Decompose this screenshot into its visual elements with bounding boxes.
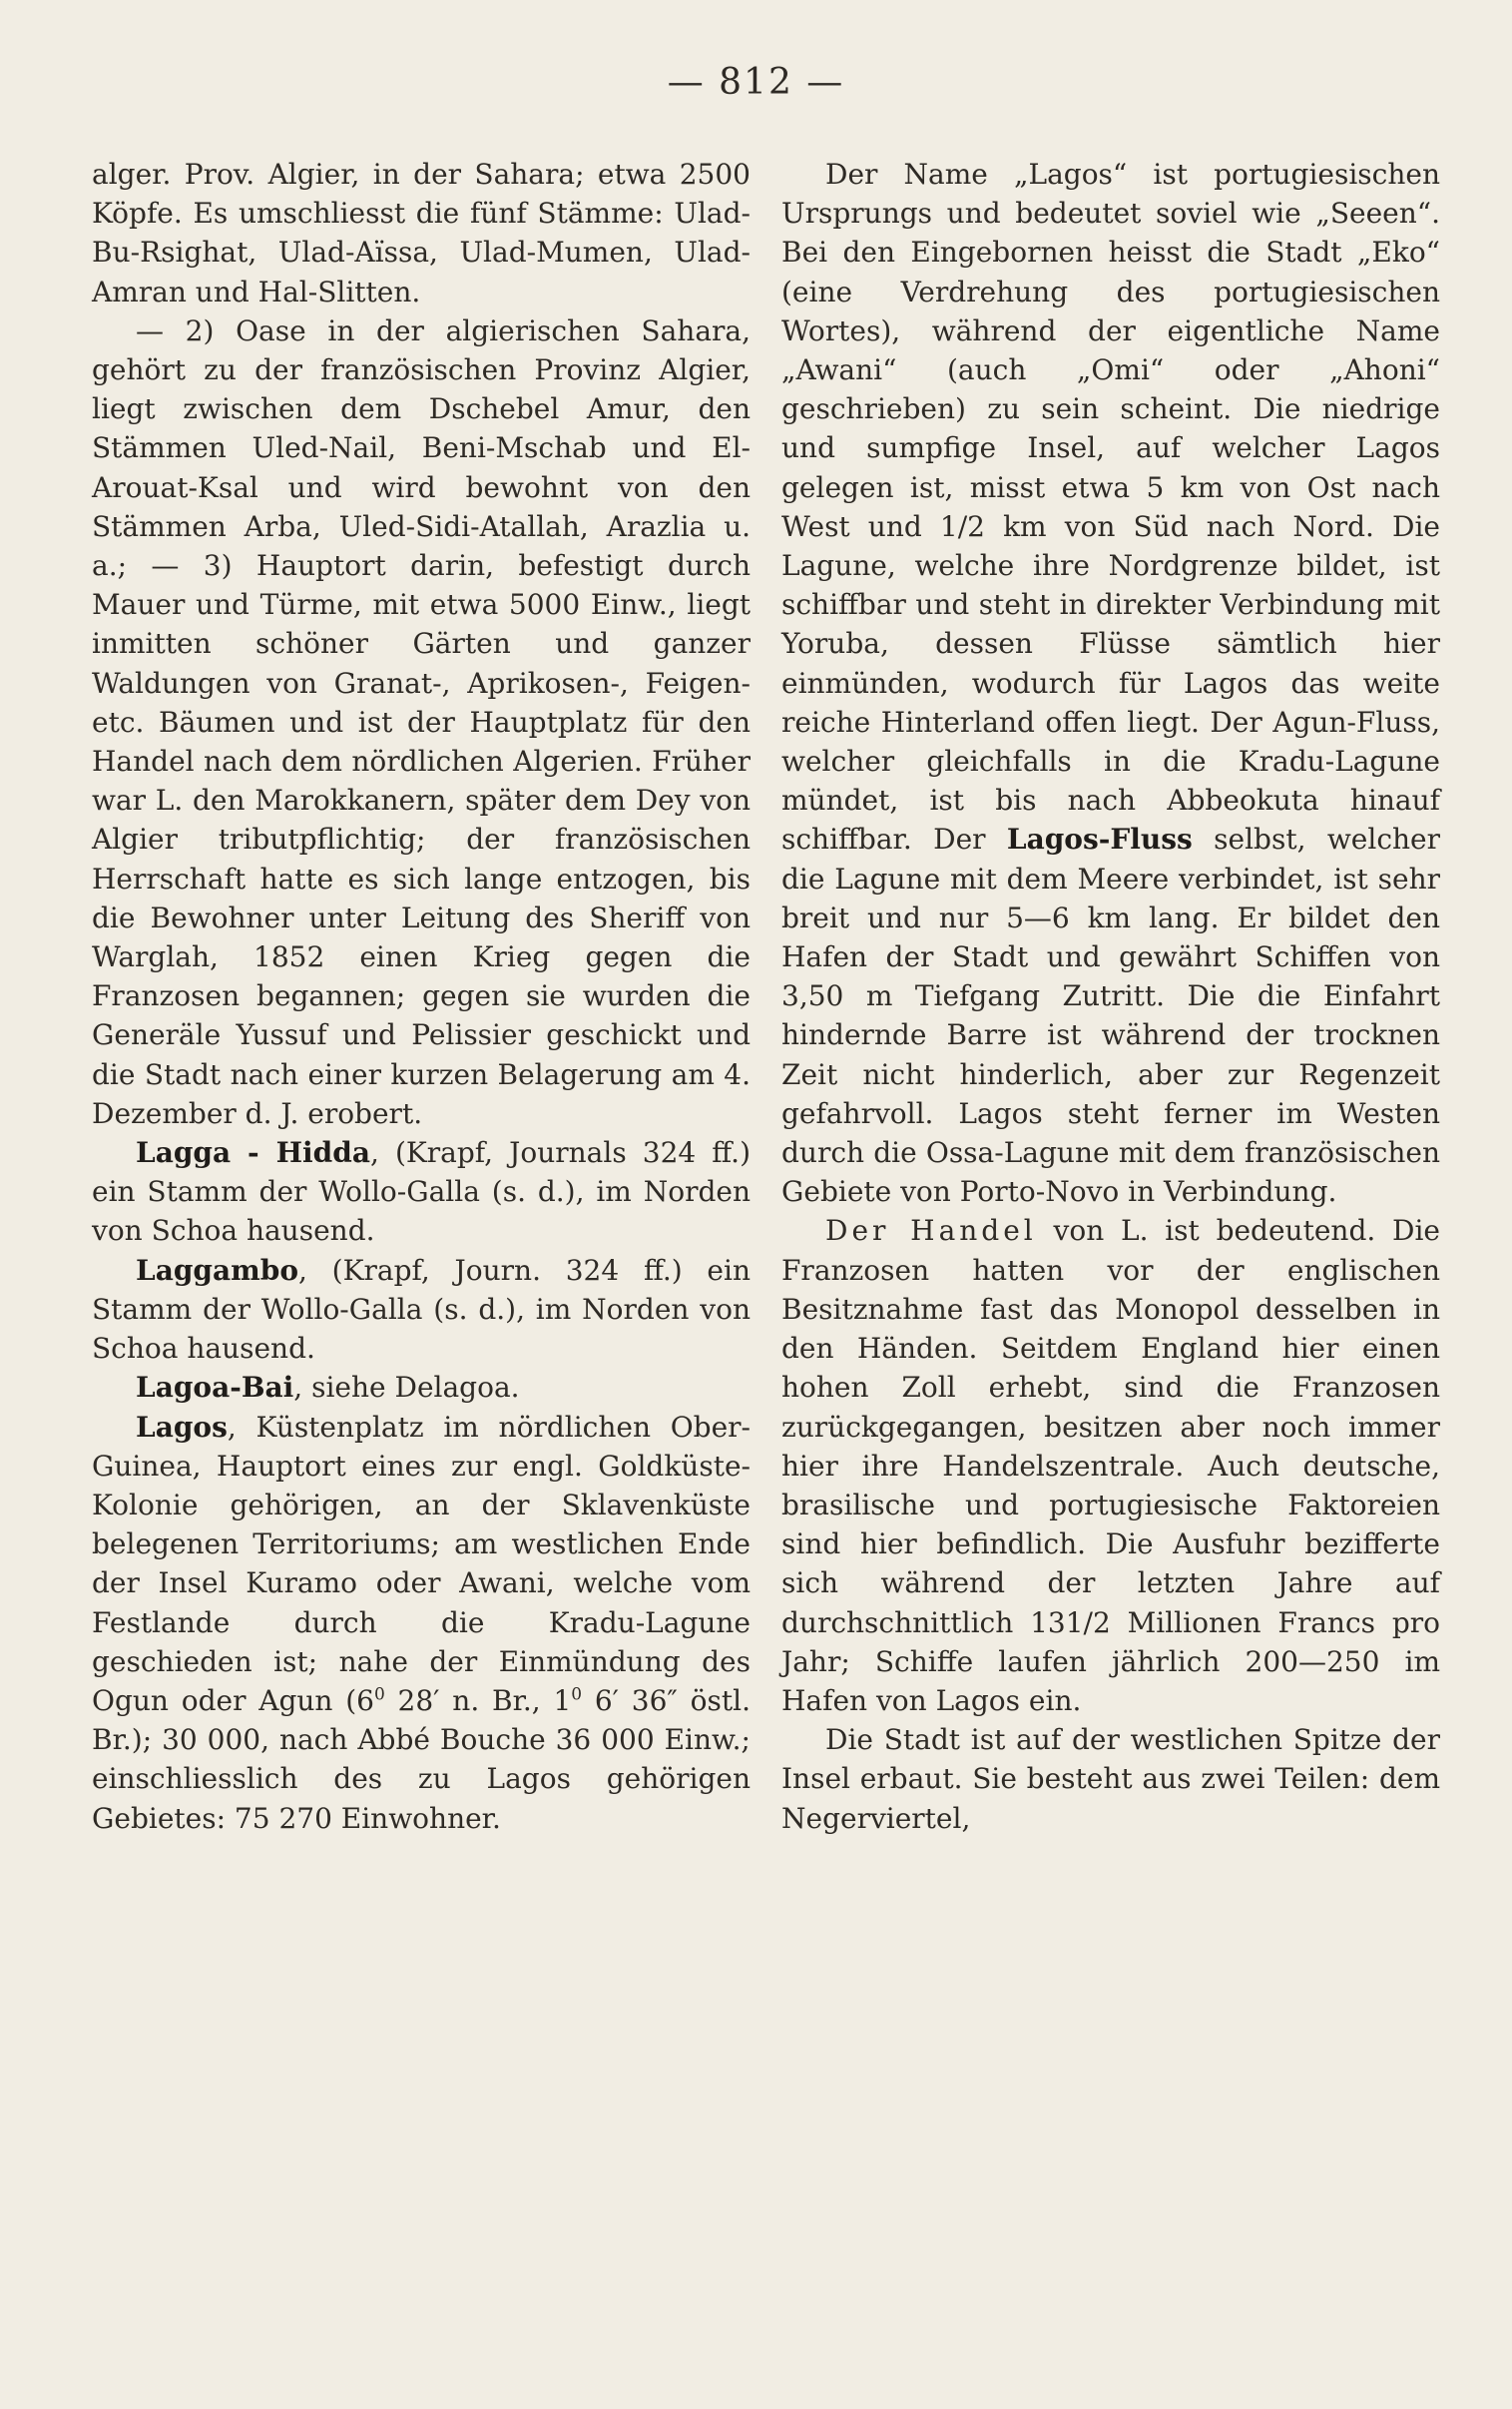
headword-lagos: Lagos: [136, 1410, 228, 1444]
headword-lagos-fluss: Lagos-Fluss: [1006, 823, 1193, 857]
paragraph-city: Die Stadt ist auf der westlichen Spitze der Insel erbaut. Sie besteht aus zwei Teilen: dem Negerviertel,: [781, 1723, 1440, 1835]
headword-laggambo: Laggambo: [136, 1253, 299, 1287]
degree-mark: 0: [373, 1684, 385, 1705]
paragraph-text: Der Name „Lagos“ ist portugiesischen Ursprungs und bedeutet soviel wie „Seeen“. Bei den Eingebornen heisst die Stadt „Eko“ (eine Verdrehung des portugiesischen Wortes), während der eigentliche Name „Awani“ (auch „Omi“ oder „Ahoni“ geschrieben) zu sein scheint. Die niedrige und sumpfige Insel, auf welcher Lagos gelegen ist, misst etwa 5 km von Ost nach West und: [781, 158, 1440, 543]
left-column: [92, 155, 751, 1838]
entry-lagoa-bai: [92, 1368, 751, 1407]
paragraph-trade: [781, 1211, 1440, 1720]
right-column: [781, 155, 1440, 1838]
spaced-heading-handel: Der Handel: [825, 1214, 1037, 1248]
degree-mark: 0: [571, 1684, 583, 1705]
entry-text: 6′ 36″ östl. Br.); 30 000, nach Abbé Bouche 36 000 Einw.; einschliesslich des zu Lagos gehörigen Gebietes: 75 270 Einwohner.: [92, 1683, 751, 1835]
entry-text: , siehe Delagoa.: [293, 1371, 520, 1405]
entry-lagga-hidda: [92, 1133, 751, 1251]
entry-text: , Küstenplatz im nördlichen Ober-Guinea, Hauptort eines zur engl. Goldküste-Kolonie gehörigen, an der Sklavenküste belegenen Territoriums; am westlichen Ende der Insel Kuramo oder Awani, welche vom Festlande durch die Kradu-Lagune geschieden ist; nahe der Einmündung des Ogun oder Agun (6: [92, 1410, 751, 1717]
entry-lagos: [92, 1408, 751, 1838]
paragraph-oasis: — 2) Oase in der algierischen Sahara, gehört zu der französischen Provinz Algier, liegt zwischen dem Dschebel Amur, den Stämmen Uled-Nail, Beni-Mschab und El-Arouat-Ksal und wird bewohnt von den Stämmen Arba, Uled-Sidi-Atallah, Arazlia u. a.; — 3) Hauptort darin, befestigt durch Mauer und Türme, mit etwa 5000 Einw., liegt inmitten schöner Gärten und ganzer Waldungen von Granat-, Aprikosen-, Feigen- etc. Bäumen und ist der Hauptplatz für den Handel nach dem nördlichen Algerien. Früher war L. den Marokkanern, später dem Dey von Algier tributpflichtig; der französischen Herrschaft hatte es sich lange entzogen, bis die Bewohner unter Leitung des Sheriff von Warglah, 1852 einen Krieg gegen die Franzosen begannen; gegen sie wurden die Generäle Yussuf und Pelissier geschickt und die Stadt nach einer kurzen Belagerung am 4. Dezember d. J. erobert.: [92, 313, 751, 1130]
headword-lagoa-bai: Lagoa-Bai: [136, 1371, 294, 1405]
paragraph-text: von L. ist bedeutend. Die Franzosen hatten vor der englischen Besitznahme fast das Monopol desselben in den Händen. Seitdem England hier einen hohen Zoll erhebt, sind die Franzosen zurückgegangen, besitzen aber noch immer hier ihre Handelszentrale. Auch deutsche, brasilische und portugiesische Faktoreien sind hier befindlich. Die Ausfuhr bezifferte sich während der letzten Jahre auf durchschnittlich 13: [781, 1214, 1440, 1639]
paragraph-text: selbst, welcher die Lagune mit dem Meere verbindet, ist sehr breit und nur 5—6 km lang. Er bildet den Hafen der Stadt und gewährt Schiffen von 3,50 m Tiefgang Zutritt. Die die Einfahrt hindernde Barre ist während der trocknen Zeit nicht hinderlich, aber zur Regenzeit gefahrvoll. Lagos steht ferner im Westen durch die Ossa-Lagune mit dem französischen Gebiete von Porto-Novo in Verbindung.: [781, 823, 1440, 1209]
entry-laggambo: [92, 1251, 751, 1369]
paragraph-text: km von Süd nach Nord. Die Lagune, welche ihre Nordgrenze bildet, ist schiffbar und steht in direkter Verbindung mit Yoruba, dessen Flüsse sämtlich hier einmünden, wodurch für Lagos das weite reiche Hinterland offen liegt. Der Agun-Fluss, welcher gleichfalls in die Kradu-Lagune mündet, ist bis nach Abbeokuta hinauf schiffbar. Der: [781, 509, 1440, 857]
entry-text: , (Krapf, Journ. 324 ff.) ein Stamm der Wollo-Galla (s. d.), im Norden von Schoa hausend.: [92, 1253, 751, 1366]
entry-text: , (Krapf, Journals 324 ff.) ein Stamm der Wollo-Galla (s. d.), im Norden von Schoa hausend.: [92, 1136, 751, 1248]
paragraph-name-geography: [781, 155, 1440, 1211]
paragraph-ulad-tribes: alger. Prov. Algier, in der Sahara; etwa 2500 Köpfe. Es umschliesst die fünf Stämme: Ulad-Bu-Rsighat, Ulad-Aïssa, Ulad-Mumen, Ulad-Amran und Hal-Slitten.: [92, 158, 751, 308]
fraction: 1/2: [939, 509, 985, 543]
fraction: 1/2: [1065, 1605, 1111, 1639]
page-number: — 812 —: [667, 62, 845, 103]
entry-text: 28′ n. Br., 1: [384, 1683, 572, 1717]
paragraph-text: Millionen Francs pro Jahr; Schiffe laufen jährlich 200—250 im Hafen von Lagos ein.: [781, 1605, 1440, 1717]
headword-lagga-hidda: Lagga - Hidda: [136, 1136, 370, 1170]
